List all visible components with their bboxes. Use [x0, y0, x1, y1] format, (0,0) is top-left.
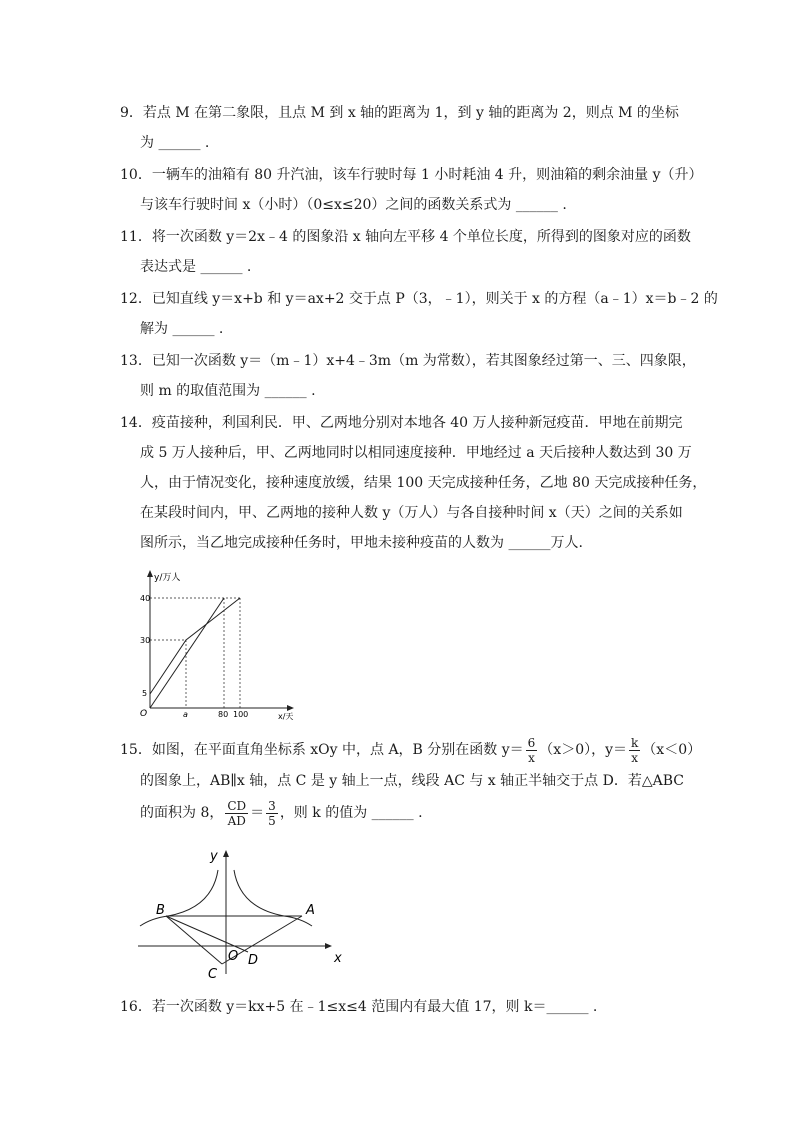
- tick-label: 100: [233, 710, 249, 719]
- fraction-den: 5: [268, 813, 276, 828]
- label-y: y: [210, 849, 218, 864]
- label-o: O: [228, 949, 239, 964]
- question-line: 的图象上，AB∥x 轴，点 C 是 y 轴上一点，线段 AC 与 x 轴正半轴交于点 D．若△ABC: [140, 773, 684, 789]
- question-line: 14．疫苗接种，利国利民．甲、乙两地分别对本地各 40 万人接种新冠疫苗．甲地在前期完: [120, 415, 683, 431]
- fraction-num: CD: [227, 798, 247, 813]
- label-c: C: [208, 967, 218, 982]
- fraction-num: 6: [527, 735, 536, 750]
- fraction-den: AD: [227, 813, 246, 828]
- label-x: x: [334, 951, 342, 966]
- x-axis-arrow: [325, 943, 332, 949]
- question-line: 10．一辆车的油箱有 80 升汽油，该车行驶时每 1 小时耗油 4 升，则油箱的剩余油量 y（升）: [120, 167, 703, 183]
- question-line: 图所示，当乙地完成接种任务时，甲地未接种疫苗的人数为 ______万人.: [140, 535, 583, 551]
- q15-text: ，则 k 的值为 ______ .: [279, 805, 423, 821]
- question-line: 与该车行驶时间 x（小时）（0≤x≤20）之间的函数关系式为 ______ .: [140, 197, 567, 213]
- question-10: [120, 160, 703, 220]
- question-line: [120, 796, 680, 830]
- tick-label: 5: [142, 689, 148, 698]
- question-line: 11．将一次函数 y＝2x﹣4 的图象沿 x 轴向左平移 4 个单位长度，所得到的图象对应的函数: [120, 229, 691, 245]
- fraction-num: 3: [268, 798, 276, 813]
- question-16: [120, 992, 680, 1022]
- line-yi: [150, 598, 224, 708]
- tick-label: 40: [140, 594, 151, 603]
- x-axis-label: x/天: [278, 712, 294, 721]
- fraction-k-over-x: [629, 736, 640, 765]
- q15-text: （x＞0），y＝: [539, 742, 628, 758]
- question-line: 人，由于情况变化，接种速度放缓，结果 100 天完成接种任务，乙地 80 天完成接种任务，: [140, 475, 707, 491]
- question-line: 成 5 万人接种后，甲、乙两地同时以相同速度接种．甲地经过 a 天后接种人数达到 30 万: [140, 445, 692, 461]
- question-9: [120, 98, 680, 158]
- question-line: 12．已知直线 y＝x+b 和 y＝ax+2 交于点 P（3，﹣1），则关于 x 的方程（a﹣1）x＝b﹣2 的: [120, 291, 718, 307]
- line-jia: [150, 598, 240, 694]
- question-line: 解为 ______ .: [140, 321, 224, 337]
- question-line: 13．已知一次函数 y＝（m﹣1）x+4﹣3m（m 为常数），若其图象经过第一、三、四象限，: [120, 353, 696, 369]
- question-line: 为 ______ .: [140, 135, 210, 151]
- label-b: B: [156, 903, 165, 918]
- y-axis-label: y/万人: [154, 573, 181, 583]
- question-11: [120, 222, 691, 282]
- q14-graph: [138, 568, 298, 724]
- y-axis-arrow: [147, 570, 153, 577]
- segment-bd: [166, 916, 248, 952]
- question-line: 则 m 的取值范围为 ______ .: [140, 383, 316, 399]
- fraction-6-over-x: [526, 736, 538, 765]
- label-d: D: [248, 953, 259, 968]
- curve-left: [140, 870, 218, 926]
- q15-figure: [130, 846, 350, 982]
- question-line: 表达式是 ______ .: [140, 259, 252, 275]
- tick-label: 30: [140, 636, 151, 645]
- question-14: [120, 408, 707, 558]
- segment-bc: [166, 916, 222, 964]
- x-axis-arrow: [287, 705, 294, 711]
- question-line: 9．若点 M 在第二象限，且点 M 到 x 轴的距离为 1，到 y 轴的距离为 2，则点 M 的坐标: [120, 105, 679, 121]
- tick-label: 80: [218, 710, 229, 719]
- origin-label: O: [140, 709, 148, 719]
- fraction-den: x: [631, 750, 639, 765]
- fraction-den: x: [528, 750, 535, 765]
- question-12: [120, 284, 718, 344]
- question-line: [120, 734, 702, 766]
- q15-text: ＝: [250, 805, 265, 821]
- fraction-num: k: [631, 735, 639, 750]
- question-15: [120, 734, 702, 830]
- fraction-cd-over-ad: [225, 799, 248, 828]
- tick-label: a: [183, 710, 188, 719]
- fraction-3-over-5: [266, 799, 278, 828]
- y-axis-arrow: [223, 850, 229, 857]
- q15-text: 15．如图，在平面直角坐标系 xOy 中，点 A，B 分别在函数 y＝: [120, 742, 524, 758]
- question-13: [120, 346, 696, 406]
- label-a: A: [306, 903, 315, 918]
- q15-text: （x＜0）: [642, 742, 702, 758]
- question-line: 16．若一次函数 y＝kx+5 在﹣1≤x≤4 范围内有最大值 17，则 k＝______ .: [120, 999, 598, 1015]
- question-line: 在某段时间内，甲、乙两地的接种人数 y（万人）与各自接种时间 x（天）之间的关系如: [140, 505, 683, 521]
- q15-text: 的面积为 8，: [140, 805, 224, 821]
